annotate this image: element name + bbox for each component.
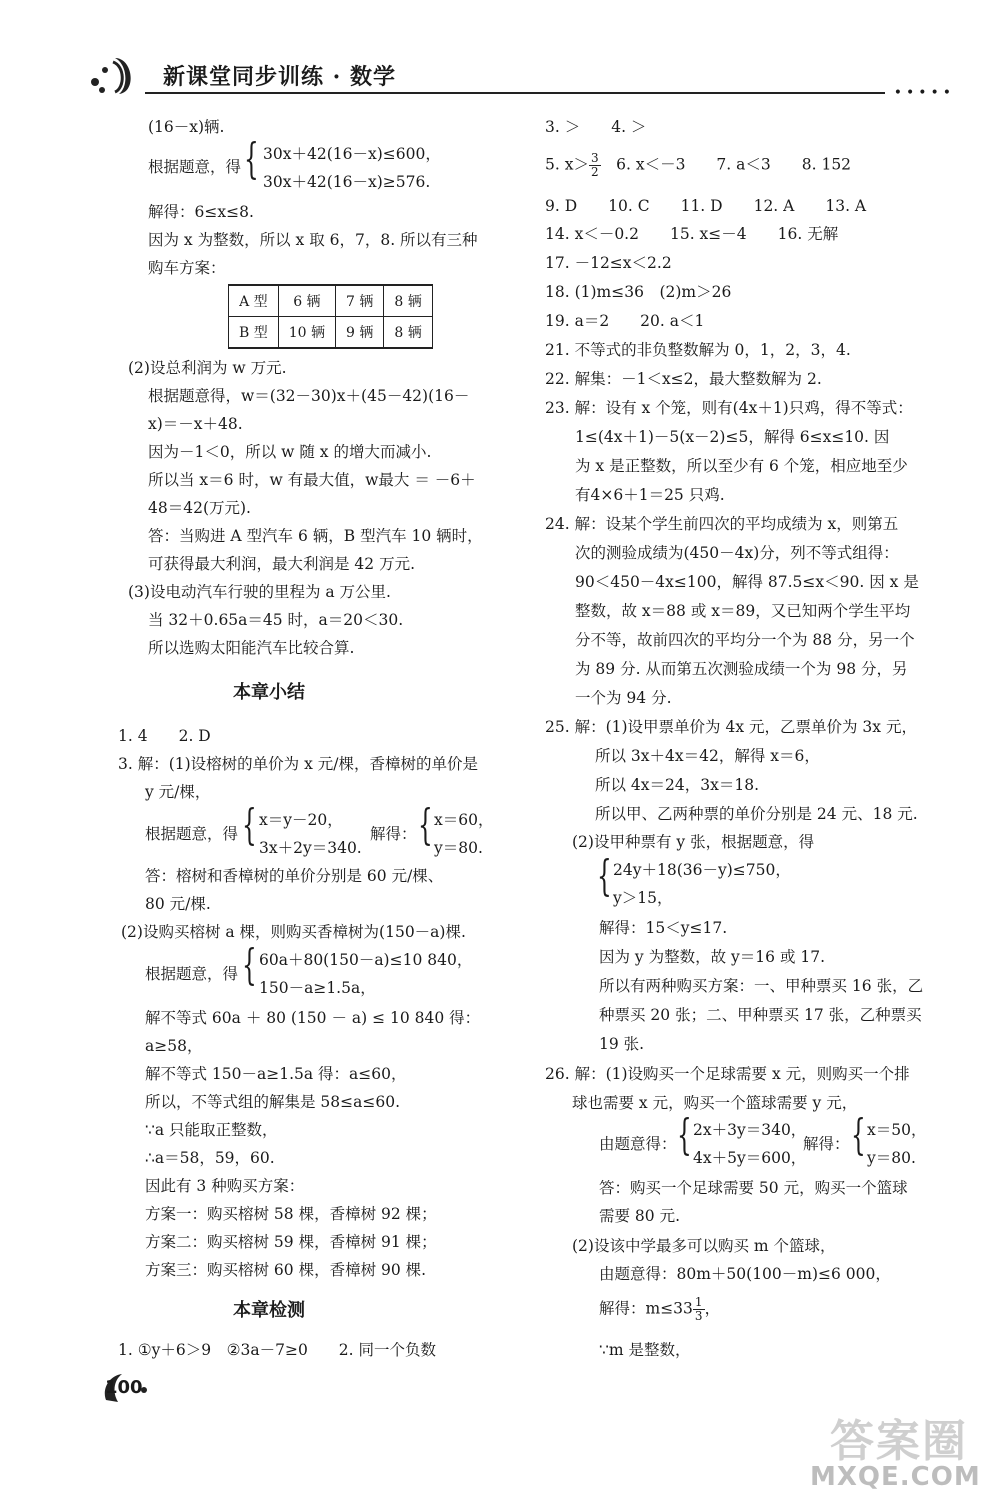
fraction-denominator: 2	[590, 165, 599, 179]
equation-line: 2x＋3y＝340，	[693, 1121, 807, 1139]
text-line: 所以 3x＋4x＝42，解得 x＝6，	[595, 747, 820, 765]
text-line: 3. 解：(1)设榕树的单价为 x 元/棵，香樟树的单价是	[118, 755, 478, 773]
text-line: 1≤(4x＋1)－5(x－2)≤5，解得 6≤x≤10. 因	[575, 428, 890, 446]
page-header	[85, 52, 955, 102]
text-line: 分不等，故前四次的平均分一个为 88 分，另一个	[575, 631, 915, 649]
text-line: 因为－1＜0，所以 w 随 x 的增大而减小.	[148, 443, 432, 461]
text-line	[545, 152, 851, 179]
text-line: 答：榕树和香樟树的单价分别是 60 元/棵、	[145, 867, 444, 885]
fraction	[693, 1296, 705, 1323]
equation-line: 150－a≥1.5a，	[259, 979, 376, 997]
text-line: 17. －12≤x＜2.2	[545, 254, 672, 272]
text-line: 所以有两种购买方案：一、甲种票买 16 张，乙	[599, 977, 924, 995]
text-line: 1. ①y＋6＞9 ②3a－7≥0 2. 同一个负数	[118, 1341, 437, 1359]
text-line: 解得：15＜y≤17.	[599, 919, 728, 937]
page-number	[100, 1370, 148, 1408]
text-line: 一个为 94 分.	[575, 689, 672, 707]
text-line: 球也需要 x 元，购买一个篮球需要 y 元，	[572, 1094, 858, 1112]
table-cell: 7 辆	[336, 285, 384, 317]
text-line: (2)设购买榕树 a 棵，则购买香樟树为(150－a)棵.	[121, 923, 466, 941]
text-line: x)＝－x＋48.	[148, 415, 243, 433]
text-line: 90＜450－4x≤100，解得 87.5≤x＜90. 因 x 是	[575, 573, 919, 591]
answer-text: 解得：m≤33	[599, 1299, 693, 1318]
table-cell: 9 辆	[336, 317, 384, 349]
table-cell: 10 辆	[278, 317, 335, 349]
text-line: 所以，不等式组的解集是 58≤a≤60.	[145, 1093, 401, 1111]
text-line: 当 32＋0.65a＝45 时，a＝20＜30.	[148, 611, 404, 629]
watermark-url: MXQE.COM	[810, 1462, 981, 1492]
table-cell: 8 辆	[384, 285, 432, 317]
text-line: 22. 解集：－1＜x≤2，最大整数解为 2.	[545, 370, 822, 388]
text-line: 由题意得：	[599, 1135, 677, 1153]
text-line: 14. x＜－0.2 15. x≤－4 16. 无解	[545, 225, 839, 243]
text-line: 所以选购太阳能汽车比较合算.	[148, 639, 355, 657]
equation-line: 24y＋18(36－y)≤750，	[613, 861, 791, 879]
text-line: 购车方案：	[148, 259, 226, 277]
purchase-plan-table	[228, 284, 433, 349]
fraction-numerator: 3	[590, 151, 599, 165]
equation-line: 30x＋42(16－x)≤600，	[263, 145, 441, 163]
text-line: (2)设甲种票有 y 张，根据题意，得	[572, 833, 815, 851]
text-line: (3)设电动汽车行驶的里程为 a 万公里.	[128, 583, 391, 601]
text-line: 19. a＝2 20. a＜1	[545, 312, 705, 330]
text-line: (16－x)辆.	[148, 118, 225, 136]
text-line: 根据题意，得	[148, 158, 242, 176]
text-line: 解得：	[803, 1135, 850, 1153]
text-line: ∵a 只能取正整数，	[145, 1121, 278, 1139]
table-cell: 6 辆	[278, 285, 335, 317]
answer-text: 5. x＞	[545, 155, 589, 174]
text-line: 方案二：购买榕树 59 棵，香樟树 91 棵；	[145, 1233, 437, 1251]
header-dots: •••••	[893, 85, 955, 101]
equation-line: y＝80.	[867, 1149, 916, 1167]
text-line: 整数，故 x＝88 或 x＝89，又已知两个学生平均	[575, 602, 911, 620]
table-cell: B 型	[229, 317, 279, 349]
table-row	[229, 285, 433, 317]
equation-line: 4x＋5y＝600，	[693, 1149, 807, 1167]
text-line: 方案三：购买榕树 60 棵，香樟树 90 棵.	[145, 1261, 427, 1279]
text-line: 所以甲、乙两种票的单价分别是 24 元、18 元.	[595, 805, 918, 823]
text-line: 1. 4 2. D	[118, 727, 211, 745]
text-line: 因为 x 为整数，所以 x 取 6，7，8. 所以有三种	[148, 231, 478, 249]
equation-line: y＝80.	[434, 839, 483, 857]
text-line: ∴a＝58，59，60.	[145, 1149, 275, 1167]
text-line: 25. 解：(1)设甲票单价为 4x 元，乙票单价为 3x 元，	[545, 718, 917, 736]
brace-icon: {	[244, 134, 259, 183]
text-line	[599, 1296, 720, 1323]
text-line: 19 张.	[599, 1035, 645, 1053]
answer-text: ，	[704, 1299, 721, 1318]
equation-line: x＝50，	[867, 1121, 927, 1139]
equation-line: x＝60，	[434, 811, 494, 829]
brace-icon: {	[597, 851, 612, 900]
text-line: y 元/棵，	[145, 783, 211, 801]
text-line: 解不等式 60a ＋ 80 (150 － a) ≤ 10 840 得：	[145, 1009, 481, 1027]
text-line: 次的测验成绩为(450－4x)分，列不等式组得：	[575, 544, 899, 562]
text-line: 解不等式 150－a≥1.5a 得：a≤60，	[145, 1065, 407, 1083]
text-line: 解得：	[370, 825, 417, 843]
text-line: 根据题意，得	[145, 825, 239, 843]
text-line: 答：购买一个足球需要 50 元，购买一个篮球	[599, 1179, 908, 1197]
text-line: 根据题意得，w＝(32－30)x＋(45－42)(16－	[148, 387, 470, 405]
text-line: ∵m 是整数，	[599, 1341, 691, 1359]
text-line: 有4×6＋1＝25 只鸡.	[575, 486, 725, 504]
text-line: 因为 y 为整数，故 y＝16 或 17.	[599, 948, 826, 966]
brace-icon: {	[677, 1110, 692, 1159]
table-cell: 8 辆	[384, 317, 432, 349]
book-logo-icon	[85, 52, 145, 98]
text-line: 为 89 分. 从而第五次测验成绩一个为 98 分，另	[575, 660, 908, 678]
text-line: 方案一：购买榕树 58 棵，香樟树 92 棵；	[145, 1205, 437, 1223]
text-line: 种票买 20 张；二、甲种票买 17 张，乙种票买	[599, 1006, 922, 1024]
answer-text: 6. x＜－3 7. a＜3 8. 152	[600, 155, 852, 174]
text-line: 为 x 是正整数，所以至少有 6 个笼，相应地至少	[575, 457, 908, 475]
text-line: 答：当购进 A 型汽车 6 辆，B 型汽车 10 辆时，	[148, 527, 483, 545]
brace-icon: {	[418, 800, 433, 849]
equation-line: 30x＋42(16－x)≥576.	[263, 173, 431, 191]
equation-line: x＝y－20，	[259, 811, 343, 829]
text-line: (2)设该中学最多可以购买 m 个篮球，	[572, 1237, 836, 1255]
brace-icon: {	[242, 940, 257, 989]
fraction-denominator: 3	[694, 1309, 703, 1323]
header-title: 新课堂同步训练 · 数学	[163, 64, 396, 90]
fraction-numerator: 1	[694, 1295, 703, 1309]
text-line: 9. D 10. C 11. D 12. A 13. A	[545, 197, 867, 215]
brace-icon: {	[851, 1110, 866, 1159]
text-line: 所以 4x＝24，3x＝18.	[595, 776, 760, 794]
page-number-text: 100	[105, 1377, 143, 1398]
text-line: 解得：6≤x≤8.	[148, 203, 254, 221]
equation-line: 3x＋2y＝340.	[259, 839, 362, 857]
header-rule	[145, 92, 885, 94]
text-line: 由题意得：80m＋50(100－m)≤6 000，	[599, 1265, 891, 1283]
text-line: 所以当 x＝6 时，w 有最大值，w最大 ＝ －6＋	[148, 471, 476, 489]
text-line: 23. 解：设有 x 个笼，则有(4x＋1)只鸡，得不等式：	[545, 399, 913, 417]
text-line: 21. 不等式的非负整数解为 0，1，2，3，4.	[545, 341, 851, 359]
text-line: 48＝42(万元).	[148, 499, 251, 517]
text-line: 24. 解：设某个学生前四次的平均成绩为 x，则第五	[545, 515, 899, 533]
text-line: (2)设总利润为 w 万元.	[128, 359, 287, 377]
text-line: 80 元/棵.	[145, 895, 211, 913]
brace-icon: {	[242, 800, 257, 849]
text-line: 26. 解：(1)设购买一个足球需要 x 元，则购买一个排	[545, 1065, 910, 1083]
table-row	[229, 317, 433, 349]
section-title: 本章检测	[233, 1300, 305, 1321]
text-line: 可获得最大利润，最大利润是 42 万元.	[148, 555, 416, 573]
section-title: 本章小结	[233, 682, 305, 703]
fraction	[589, 152, 601, 179]
watermark	[800, 1400, 980, 1500]
table-cell: A 型	[229, 285, 279, 317]
text-line: 因此有 3 种购买方案：	[145, 1177, 305, 1195]
text-line: 根据题意，得	[145, 965, 239, 983]
text-line: 3. ＞ 4. ＞	[545, 118, 647, 136]
equation-line: y＞15，	[613, 889, 673, 907]
text-line: 18. (1)m≤36 (2)m＞26	[545, 283, 732, 301]
text-line: 需要 80 元.	[599, 1207, 681, 1225]
text-line: a≥58，	[145, 1037, 203, 1055]
watermark-text: 答案圈	[830, 1416, 968, 1467]
equation-line: 60a＋80(150－a)≤10 840，	[259, 951, 473, 969]
